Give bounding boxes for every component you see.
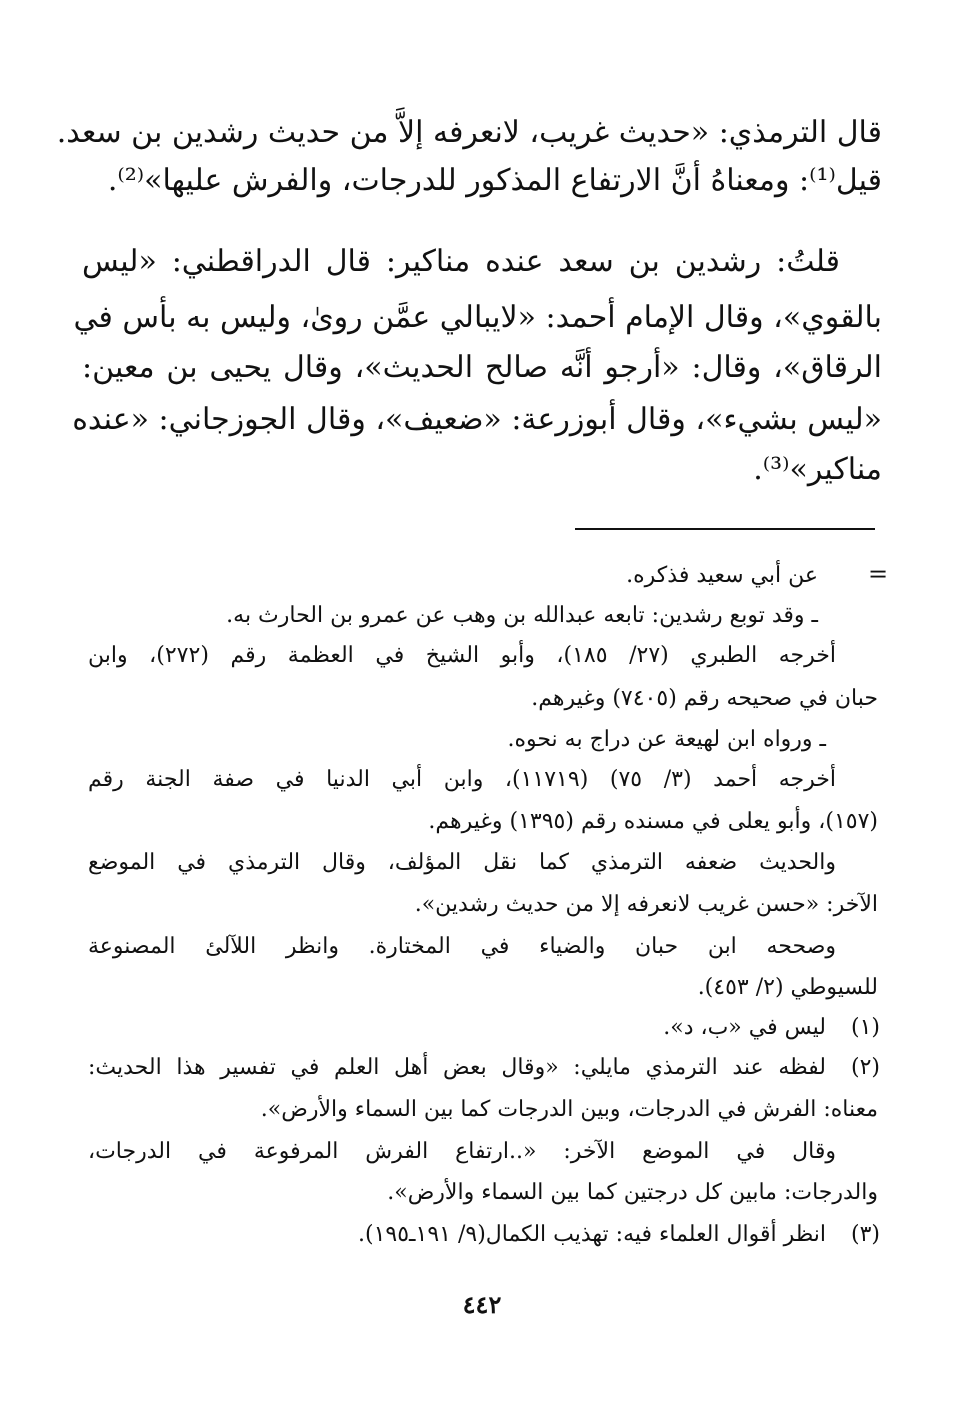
footnote-line: (١٥٧)، وأبو يعلى في مسنده رقم (١٣٩٥) وغيرهم. — [428, 809, 878, 834]
footnote-line: والدرجات: مابين كل درجتين كما بين السماء والأرض». — [387, 1180, 878, 1205]
main-line: قلتُ: رشدين بن سعد عنده مناكير: قال الدراقطني: «ليس — [82, 244, 840, 279]
footnote-line: انظر أقوال العلماء فيه: تهذيب الكمال(٩/ ١٩١ـ١٩٥). — [358, 1222, 826, 1247]
footnote-continuation-mark: = — [868, 560, 889, 588]
page-number: ٤٤٢ — [462, 1290, 502, 1319]
footnote-line: أخرجه أحمد (٣/ ٧٥) (١١٧١٩)، وابن أبي الدنيا في صفة الجنة رقم — [88, 767, 836, 792]
footnote-line: عن أبي سعيد فذكره. — [626, 563, 818, 588]
footnote-line: وقال في الموضع الآخر: «..ارتفاع الفرش المرفوعة في الدرجات، — [88, 1139, 836, 1164]
footnote-line: معناه: الفرش في الدرجات، وبين الدرجات كما بين السماء والأرض». — [260, 1097, 878, 1122]
footnote-line: ـ ورواه ابن لهيعة عن دراج به نحوه. — [507, 727, 826, 752]
footnote-separator — [575, 528, 875, 530]
footnote-line: حبان في صحيحه رقم (٧٤٠٥) وغيرهم. — [531, 686, 878, 711]
footnote-line: لفظه عند الترمذي مايلي: «وقال بعض أهل العلم في تفسير هذا الحديث: — [88, 1055, 826, 1080]
footnote-line: ـ وقد توبع رشدين: تابعه عبدالله بن وهب عن عمرو بن الحارث به. — [226, 603, 818, 628]
main-line: «ليس بشيء»، وقال أبوزرعة: «ضعيف»، وقال الجوزجاني: «عنده — [72, 402, 882, 437]
footnote-line: ليس في «ب، د». — [663, 1015, 826, 1040]
footnote-line: الآخر: «حسن غريب لانعرفه إلا من حديث رشدين». — [414, 892, 878, 917]
main-line: مناكير»⁽³⁾. — [753, 452, 882, 487]
footnote-number: (٢) — [850, 1055, 880, 1080]
main-line: قيل⁽¹⁾: ومعناهُ أنَّ الارتفاع المذكور للدرجات، والفرش عليها»⁽²⁾. — [107, 163, 882, 198]
footnote-line: والحديث ضعفه الترمذي كما نقل المؤلف، وقال الترمذي في الموضع — [88, 850, 836, 875]
footnote-number: (١) — [850, 1015, 880, 1040]
main-line: بالقوي»، وقال الإمام أحمد: «لايبالي عمَّن روىٰ، وليس به بأس في — [73, 300, 882, 335]
footnote-line: للسيوطي (٢/ ٤٥٣). — [697, 975, 878, 1000]
footnote-line: وصححه ابن حبان والضياء في المختارة. وانظر اللآلئ المصنوعة — [88, 934, 836, 959]
main-line: قال الترمذي: «حديث غريب، لانعرفه إلاَّ من حديث رشدين بن سعد. — [56, 115, 882, 150]
main-line: الرقاق»، وقال: «أرجو أنَّه صالح الحديث»، وقال يحيى بن معين: — [82, 350, 882, 385]
footnote-number: (٣) — [850, 1222, 880, 1247]
footnote-line: أخرجه الطبري (٢٧/ ١٨٥)، وأبو الشيخ في العظمة رقم (٢٧٢)، وابن — [88, 643, 836, 668]
